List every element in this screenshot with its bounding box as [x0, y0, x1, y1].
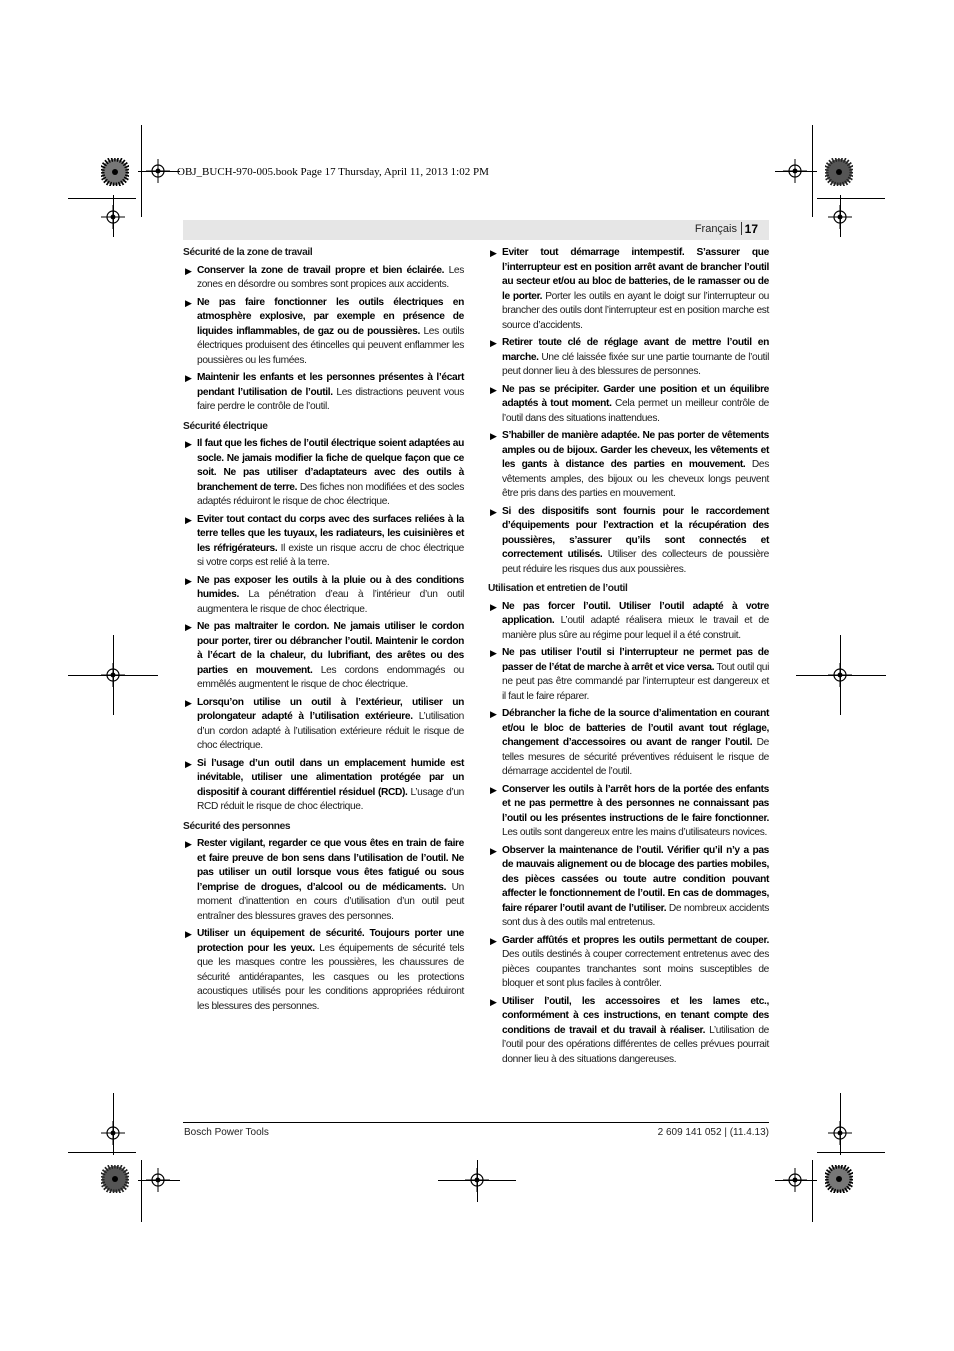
instruction-bold: Conserver les outils à l’arrêt hors de la portée des enfants et ne pas permettre à des personnes ne connaissant pas l’outil ou les présentes instructions de le faire fonctionner.	[502, 783, 769, 824]
instruction-text: Des outils destinés à couper correctement entretenus avec des pièces coupantes tranchantes sont moins susceptibles de bloquer et sont plus faciles à contrôler.	[502, 949, 769, 989]
instruction-text: La pénétration d’eau à l’intérieur d’un outil augmentera le risque de choc électrique.	[197, 589, 464, 615]
safety-instruction	[488, 383, 769, 427]
instruction-bold: Ne pas forcer l’outil. Utiliser l’outil adapté à votre application.	[502, 600, 769, 626]
bullet-arrow-icon: ▶	[185, 297, 192, 308]
safety-instruction	[488, 844, 769, 931]
left-column	[183, 246, 464, 1017]
header-language: Français	[694, 223, 737, 235]
safety-instruction	[183, 574, 464, 618]
registration-target-icon	[828, 663, 852, 687]
starburst-target-icon	[825, 1165, 853, 1193]
bullet-arrow-icon: ▶	[185, 373, 192, 383]
section-heading: Sécurité des personnes	[183, 820, 291, 832]
instruction-bold: S’habiller de manière adaptée. Ne pas porter de vêtements amples ou de bijoux. Garder les cheveux, les vêtements et les gants à distance des parties en mouvement.	[502, 430, 769, 470]
footer-rule	[183, 1122, 769, 1123]
crop-line	[817, 1152, 885, 1153]
instruction-bold: Si l’usage d’un outil dans un emplacement humide est inévitable, utiliser une alimentation protégée par un dispositif à courant différentiel résiduel (RCD).	[197, 757, 464, 798]
section-heading: Sécurité de la zone de travail	[183, 247, 313, 258]
instruction-bold: Ne pas utiliser l’outil si l’interrupteur ne permet pas de passer de l’état de marche à arrêt et vice versa.	[502, 647, 769, 673]
bullet-arrow-icon: ▶	[185, 575, 192, 586]
instruction-bold: Si des dispositifs sont fournis pour le raccordement d’équipements pour l’extraction et la récupération des poussières, s’assurer qu’ils sont connectés et correctement utilisés.	[502, 505, 769, 560]
instruction-text: Cela permet un meilleur contrôle de l’outil dans des situations inattendues.	[502, 398, 769, 424]
bullet-arrow-icon: ▶	[185, 929, 192, 939]
bullet-arrow-icon: ▶	[185, 622, 192, 632]
bullet-arrow-icon: ▶	[185, 839, 192, 849]
section-heading: Sécurité électrique	[183, 420, 268, 432]
instruction-bold: Ne pas exposer les outils à la pluie ou à des conditions humides.	[197, 574, 464, 600]
footer-doc-ref: 2 609 141 052 | (11.4.13)	[657, 1127, 769, 1138]
instruction-text: Des vêtements amples, des bijoux ou les cheveux longs peuvent être pris dans des parties en mouvement.	[502, 459, 769, 499]
registration-target-icon	[828, 1121, 852, 1145]
safety-instruction	[183, 927, 464, 1014]
instruction-bold: Maintenir les enfants et les personnes présentes à l’écart pendant l’utilisation de l’outil.	[197, 372, 464, 398]
registration-target-icon	[783, 1168, 807, 1192]
bullet-arrow-icon: ▶	[490, 431, 497, 441]
bullet-arrow-icon: ▶	[490, 248, 497, 258]
instruction-text: L’usage d’un RCD réduit le risque de choc électrique.	[197, 786, 465, 812]
bullet-arrow-icon: ▶	[490, 338, 497, 348]
header-divider	[741, 222, 742, 235]
instruction-text: Les distractions peuvent vous faire perdre le contrôle de l’outil.	[197, 386, 464, 412]
safety-instruction	[488, 783, 769, 841]
starburst-target-icon	[101, 1165, 129, 1193]
instruction-text: L’outil adapté réalisera mieux le travail et de manière plus sûre au régime pour lequel il a été construit.	[502, 615, 769, 641]
instruction-text: De telles mesures de sécurité préventives réduisent le risque de démarrage accidentel de l’outil.	[502, 737, 769, 777]
safety-instruction	[488, 995, 769, 1068]
safety-instruction	[183, 371, 464, 415]
instruction-bold: Débrancher la fiche de la source d’alimentation en courant et/ou le bloc de batteries de l’outil avant tout réglage, changement d’accessoires ou avant de ranger l’outil.	[502, 708, 769, 748]
instruction-text: Les outils électriques produisent des étincelles qui peuvent enflammer les poussières ou les fumées.	[197, 325, 464, 366]
crop-line	[812, 1160, 813, 1222]
starburst-target-icon	[825, 158, 853, 186]
safety-instruction	[183, 296, 464, 369]
instruction-bold: Utiliser l’outil, les accessoires et les lames etc., conformément à ces instructions, en tenant compte des conditions de travail et du travail à réaliser.	[502, 995, 769, 1036]
bullet-arrow-icon: ▶	[185, 514, 192, 525]
bullet-arrow-icon: ▶	[490, 709, 497, 719]
bullet-arrow-icon: ▶	[185, 265, 192, 276]
registration-target-icon	[465, 1168, 489, 1192]
instruction-bold: Ne pas maltraiter le cordon. Ne jamais utiliser le cordon pour porter, tirer ou débrancher l’outil. Maintenir le cordon à l’écart de la chaleur, du lubrifiant, des arêtes ou des parties en mouvement.	[197, 621, 464, 676]
instruction-text: Les cordons endommagés ou emmêlés augmentent le risque de choc électrique.	[197, 664, 464, 690]
registration-target-icon	[101, 663, 125, 687]
bullet-arrow-icon: ▶	[185, 439, 192, 449]
registration-target-icon	[146, 1168, 170, 1192]
bullet-arrow-icon: ▶	[490, 935, 497, 946]
instruction-bold: Il faut que les fiches de l’outil électrique soient adaptées au socle. Ne jamais modifier la fiche de quelque façon que ce soit. Ne pas utiliser d’adaptateurs avec des outils à branchement de terre.	[197, 438, 464, 493]
safety-instruction	[488, 934, 769, 992]
safety-instruction	[488, 707, 769, 780]
instruction-text: Utiliser des collecteurs de poussière peut réduire les risques dus aux poussières.	[502, 549, 769, 575]
crop-line	[817, 198, 885, 199]
bullet-arrow-icon: ▶	[185, 697, 192, 708]
instruction-bold: Conserver la zone de travail propre et bien éclairée.	[197, 264, 445, 276]
safety-instruction	[183, 696, 464, 754]
safety-instruction	[488, 646, 769, 704]
instruction-text: Des fiches non modifiées et des socles adaptés réduiront le risque de choc électrique.	[197, 481, 464, 507]
registration-target-icon	[783, 159, 807, 183]
bullet-arrow-icon: ▶	[490, 601, 497, 612]
registration-target-icon	[828, 205, 852, 229]
instruction-bold: Eviter tout démarrage intempestif. S’assurer que l’interrupteur est en position arrêt avant de brancher l’outil au secteur et/ou au bloc de batteries, de le ramasser ou de le porter.	[502, 247, 769, 302]
instruction-text: Tout outil qui ne peut pas être commandé par l’interrupteur est dangereux et il faut le faire réparer.	[502, 661, 769, 702]
registration-target-icon	[101, 205, 125, 229]
registration-target-icon	[101, 1121, 125, 1145]
instruction-text: Une clé laissée fixée sur une partie tournante de l’outil peut donner lieu à des blessures de personnes.	[502, 351, 769, 377]
instruction-text: Il existe un risque accru de choc électrique si votre corps est relié à la terre.	[197, 542, 464, 568]
safety-instruction	[183, 837, 464, 924]
safety-instruction	[488, 336, 769, 380]
safety-instruction	[183, 757, 464, 815]
safety-instruction	[183, 264, 464, 293]
right-column	[488, 246, 769, 1070]
instruction-bold: Observer la maintenance de l’outil. Vérifier qu’il n’y a pas de mauvais alignement ou de blocage des parties mobiles, des pièces cassées ou toute autre condition pouvant affecter le fonctionnement de l’outil. En cas de dommages, faire réparer l’outil avant de l’utiliser.	[502, 844, 769, 914]
instruction-bold: Retirer toute clé de réglage avant de mettre l’outil en marche.	[502, 337, 769, 363]
safety-instruction	[488, 429, 769, 502]
safety-instruction	[183, 620, 464, 693]
instruction-text: De nombreux accidents sont dus à des outils mal entretenus.	[502, 902, 769, 928]
bullet-arrow-icon: ▶	[490, 648, 497, 658]
page-header	[183, 220, 769, 240]
instruction-text: Les zones en désordre ou sombres sont propices aux accidents.	[197, 264, 464, 290]
page-number: 17	[744, 222, 758, 236]
instruction-bold: Utiliser un équipement de sécurité. Toujours porter une protection pour les yeux.	[197, 928, 464, 954]
instruction-bold: Ne pas faire fonctionner les outils électriques en atmosphère explosive, par exemple en présence de liquides inflammables, de gaz ou de poussières.	[197, 296, 464, 337]
instruction-bold: Rester vigilant, regarder ce que vous êtes en train de faire et faire preuve de bon sens dans l’utilisation de l’outil. Ne pas utiliser un outil lorsque vous êtes fatigué ou sous l’emprise de drogues, d’alcool ou de médicaments.	[197, 838, 464, 893]
instruction-bold: Garder affûtés et propres les outils permettant de couper.	[502, 934, 769, 946]
instruction-text: L’utilisation de l’outil pour des opérations différentes de celles prévues pourrait donner lieu à des situations dangereuses.	[502, 1024, 769, 1065]
safety-instruction	[488, 246, 769, 333]
starburst-target-icon	[101, 158, 129, 186]
bullet-arrow-icon: ▶	[490, 784, 497, 795]
instruction-bold: Lorsqu’on utilise un outil à l’extérieur, utiliser un prolongateur adapté à l’utilisation extérieure.	[197, 696, 464, 722]
instruction-text: Un moment d’inattention en cours d’utilisation d’un outil peut entraîner des blessures graves des personnes.	[197, 881, 464, 922]
bullet-arrow-icon: ▶	[490, 845, 497, 856]
instruction-text: Porter les outils en ayant le doigt sur l’interrupteur ou brancher des outils dont l’interrupteur est en position marche est source d’accidents.	[502, 290, 769, 331]
instruction-text: Les outils sont dangereux entre les mains d’utilisateurs novices.	[502, 827, 767, 838]
bullet-arrow-icon: ▶	[490, 506, 497, 517]
bullet-arrow-icon: ▶	[185, 758, 192, 769]
bullet-arrow-icon: ▶	[490, 384, 497, 395]
registration-target-icon	[146, 159, 170, 183]
footer-brand: Bosch Power Tools	[184, 1127, 269, 1138]
instruction-text: Les équipements de sécurité tels que les masques contre les poussières, les chaussures de sécurité antidérapantes, les casques ou les protections acoustiques utilisés pour les conditions appropriées réduiront les blessures des personnes.	[197, 942, 464, 1012]
bullet-arrow-icon: ▶	[490, 996, 497, 1007]
instruction-bold: Ne pas se précipiter. Garder une position et un équilibre adaptés à tout moment.	[502, 383, 769, 409]
instruction-text: L’utilisation d’un cordon adapté à l’utilisation extérieure réduit le risque de choc électrique.	[197, 711, 464, 751]
print-file-stamp: OBJ_BUCH-970-005.book Page 17 Thursday, April 11, 2013 1:02 PM	[177, 166, 489, 178]
safety-instruction	[183, 513, 464, 571]
crop-line	[68, 1152, 136, 1153]
safety-instruction	[488, 600, 769, 644]
crop-line	[141, 1160, 142, 1222]
safety-instruction	[488, 505, 769, 578]
instruction-bold: Eviter tout contact du corps avec des surfaces reliées à la terre telles que les tuyaux, les radiateurs, les cuisinières et les réfrigérateurs.	[197, 513, 464, 554]
section-heading: Utilisation et entretien de l’outil	[488, 583, 628, 594]
crop-line	[68, 198, 136, 199]
safety-instruction	[183, 437, 464, 510]
